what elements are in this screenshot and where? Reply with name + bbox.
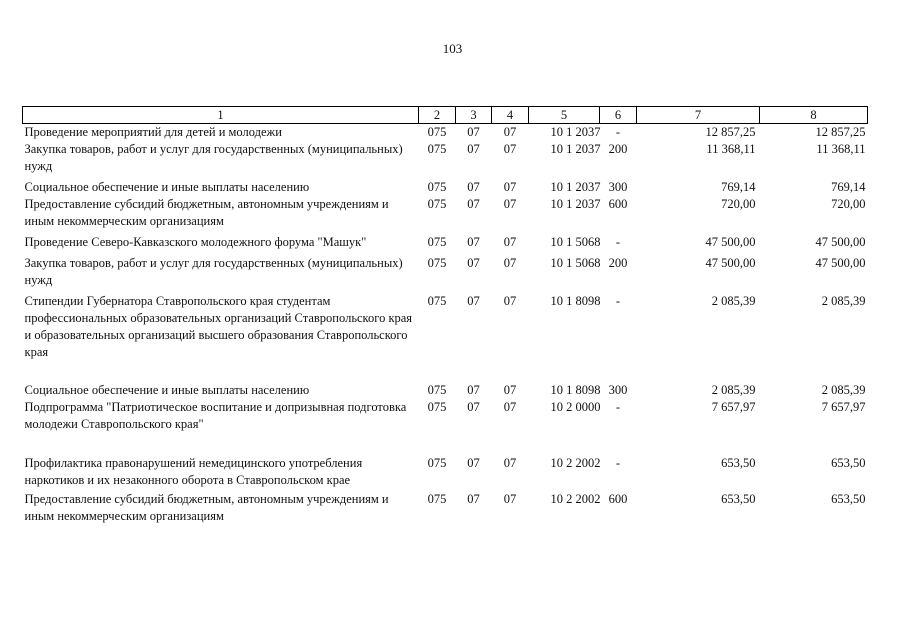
row-amount-2: 11 368,11 (816, 142, 866, 156)
row-name: Социальное обеспечение и иные выплаты населению (24, 180, 310, 194)
row-subsection: 07 (503, 197, 517, 211)
row-amount-2: 769,14 (831, 180, 866, 194)
row-name: Проведение Северо-Кавказского молодежного форума "Машук" (24, 235, 367, 249)
row-amount-2: 47 500,00 (815, 235, 866, 249)
row-section: 07 (467, 294, 480, 308)
row-subsection: 07 (503, 456, 517, 470)
row-ministry: 075 (427, 256, 447, 270)
header-col-5: 5 (529, 107, 600, 124)
row-ministry: 075 (427, 235, 447, 249)
page-number: 103 (442, 41, 463, 56)
row-expense-type: 200 (608, 256, 628, 270)
row-section: 07 (467, 256, 480, 270)
table-row (23, 234, 868, 255)
header-col-4: 4 (492, 107, 529, 124)
row-section: 07 (467, 383, 480, 397)
row-expense-type: - (615, 125, 621, 139)
row-ministry: 075 (427, 492, 447, 506)
row-amount-1: 653,50 (721, 456, 756, 470)
row-ministry: 075 (427, 142, 447, 156)
row-expense-type: 300 (608, 180, 628, 194)
row-target: 10 1 8098 (550, 383, 601, 397)
row-amount-1: 47 500,00 (705, 235, 756, 249)
row-section: 07 (467, 197, 480, 211)
row-amount-1: 2 085,39 (711, 294, 756, 308)
row-target: 10 1 2037 (550, 197, 601, 211)
row-expense-type: - (615, 235, 621, 249)
row-target: 10 2 2002 (550, 456, 601, 470)
row-subsection: 07 (503, 400, 517, 414)
row-subsection: 07 (503, 256, 517, 270)
row-amount-1: 769,14 (721, 180, 756, 194)
table-row (23, 255, 868, 293)
row-ministry: 075 (427, 125, 447, 139)
row-amount-1: 7 657,97 (711, 400, 756, 414)
row-expense-type: - (615, 456, 621, 470)
row-section: 07 (467, 400, 480, 414)
budget-table (22, 106, 868, 525)
row-amount-2: 7 657,97 (821, 400, 866, 414)
row-amount-1: 720,00 (721, 197, 756, 211)
table-row (23, 141, 868, 179)
table-row (23, 455, 868, 491)
header-row (23, 107, 868, 124)
row-name: Закупка товаров, работ и услуг для государственных (муниципальных) нужд (24, 142, 403, 173)
header-col-7: 7 (637, 107, 760, 124)
row-name: Предоставление субсидий бюджетным, автономным учреждениям и иным некоммерческим организациям (24, 492, 389, 523)
row-ministry: 075 (427, 294, 447, 308)
row-target: 10 1 5068 (550, 235, 601, 249)
row-section: 07 (467, 125, 480, 139)
row-target: 10 1 2037 (550, 142, 601, 156)
row-ministry: 075 (427, 383, 447, 397)
header-col-1: 1 (23, 107, 419, 124)
row-name: Предоставление субсидий бюджетным, автономным учреждениям и иным некоммерческим организациям (24, 197, 389, 228)
table-row (23, 399, 868, 455)
row-name: Социальное обеспечение и иные выплаты населению (24, 383, 310, 397)
header-col-6: 6 (600, 107, 637, 124)
row-ministry: 075 (427, 400, 447, 414)
row-amount-2: 2 085,39 (821, 383, 866, 397)
header-col-2: 2 (419, 107, 456, 124)
row-name: Стипендии Губернатора Ставропольского края студентам профессиональных образовательных организаций Ставропольского края и образовательных организаций высшего образования Ставропольского края (24, 294, 413, 359)
row-name: Закупка товаров, работ и услуг для государственных (муниципальных) нужд (24, 256, 403, 287)
row-name: Проведение мероприятий для детей и молодежи (24, 125, 282, 139)
row-subsection: 07 (503, 142, 517, 156)
row-section: 07 (467, 456, 480, 470)
row-section: 07 (467, 142, 480, 156)
table-row (23, 293, 868, 382)
row-target: 10 2 2002 (550, 492, 601, 506)
table-row (23, 124, 868, 142)
row-ministry: 075 (427, 456, 447, 470)
row-ministry: 075 (427, 180, 447, 194)
header-col-3: 3 (456, 107, 492, 124)
row-expense-type: 600 (608, 197, 628, 211)
row-target: 10 1 8098 (550, 294, 601, 308)
row-target: 10 1 2037 (550, 180, 601, 194)
row-amount-2: 720,00 (831, 197, 866, 211)
row-amount-2: 2 085,39 (821, 294, 866, 308)
row-expense-type: - (615, 400, 621, 414)
row-expense-type: - (615, 294, 621, 308)
row-ministry: 075 (427, 197, 447, 211)
row-amount-2: 653,50 (831, 492, 866, 506)
row-expense-type: 600 (608, 492, 628, 506)
row-target: 10 1 2037 (550, 125, 601, 139)
row-subsection: 07 (503, 492, 517, 506)
row-amount-1: 2 085,39 (711, 383, 756, 397)
row-section: 07 (467, 492, 480, 506)
row-subsection: 07 (503, 383, 517, 397)
table-row (23, 196, 868, 234)
row-name: Профилактика правонарушений немедицинского употребления наркотиков и их незаконного оборота в Ставропольском крае (24, 456, 363, 487)
row-amount-2: 47 500,00 (815, 256, 866, 270)
row-amount-1: 11 368,11 (706, 142, 756, 156)
row-expense-type: 300 (608, 383, 628, 397)
row-amount-2: 653,50 (831, 456, 866, 470)
row-amount-1: 47 500,00 (705, 256, 756, 270)
row-subsection: 07 (503, 125, 517, 139)
row-expense-type: 200 (608, 142, 628, 156)
row-name: Подпрограмма "Патриотическое воспитание и допризывная подготовка молодежи Ставропольского края" (24, 400, 407, 431)
row-subsection: 07 (503, 294, 517, 308)
table-row (23, 491, 868, 525)
header-col-8: 8 (760, 107, 868, 124)
row-amount-2: 12 857,25 (815, 125, 866, 139)
table-row (23, 179, 868, 196)
row-section: 07 (467, 180, 480, 194)
row-subsection: 07 (503, 180, 517, 194)
table-row (23, 382, 868, 399)
row-target: 10 2 0000 (550, 400, 601, 414)
row-section: 07 (467, 235, 480, 249)
row-amount-1: 12 857,25 (705, 125, 756, 139)
row-amount-1: 653,50 (721, 492, 756, 506)
row-subsection: 07 (503, 235, 517, 249)
row-target: 10 1 5068 (550, 256, 601, 270)
